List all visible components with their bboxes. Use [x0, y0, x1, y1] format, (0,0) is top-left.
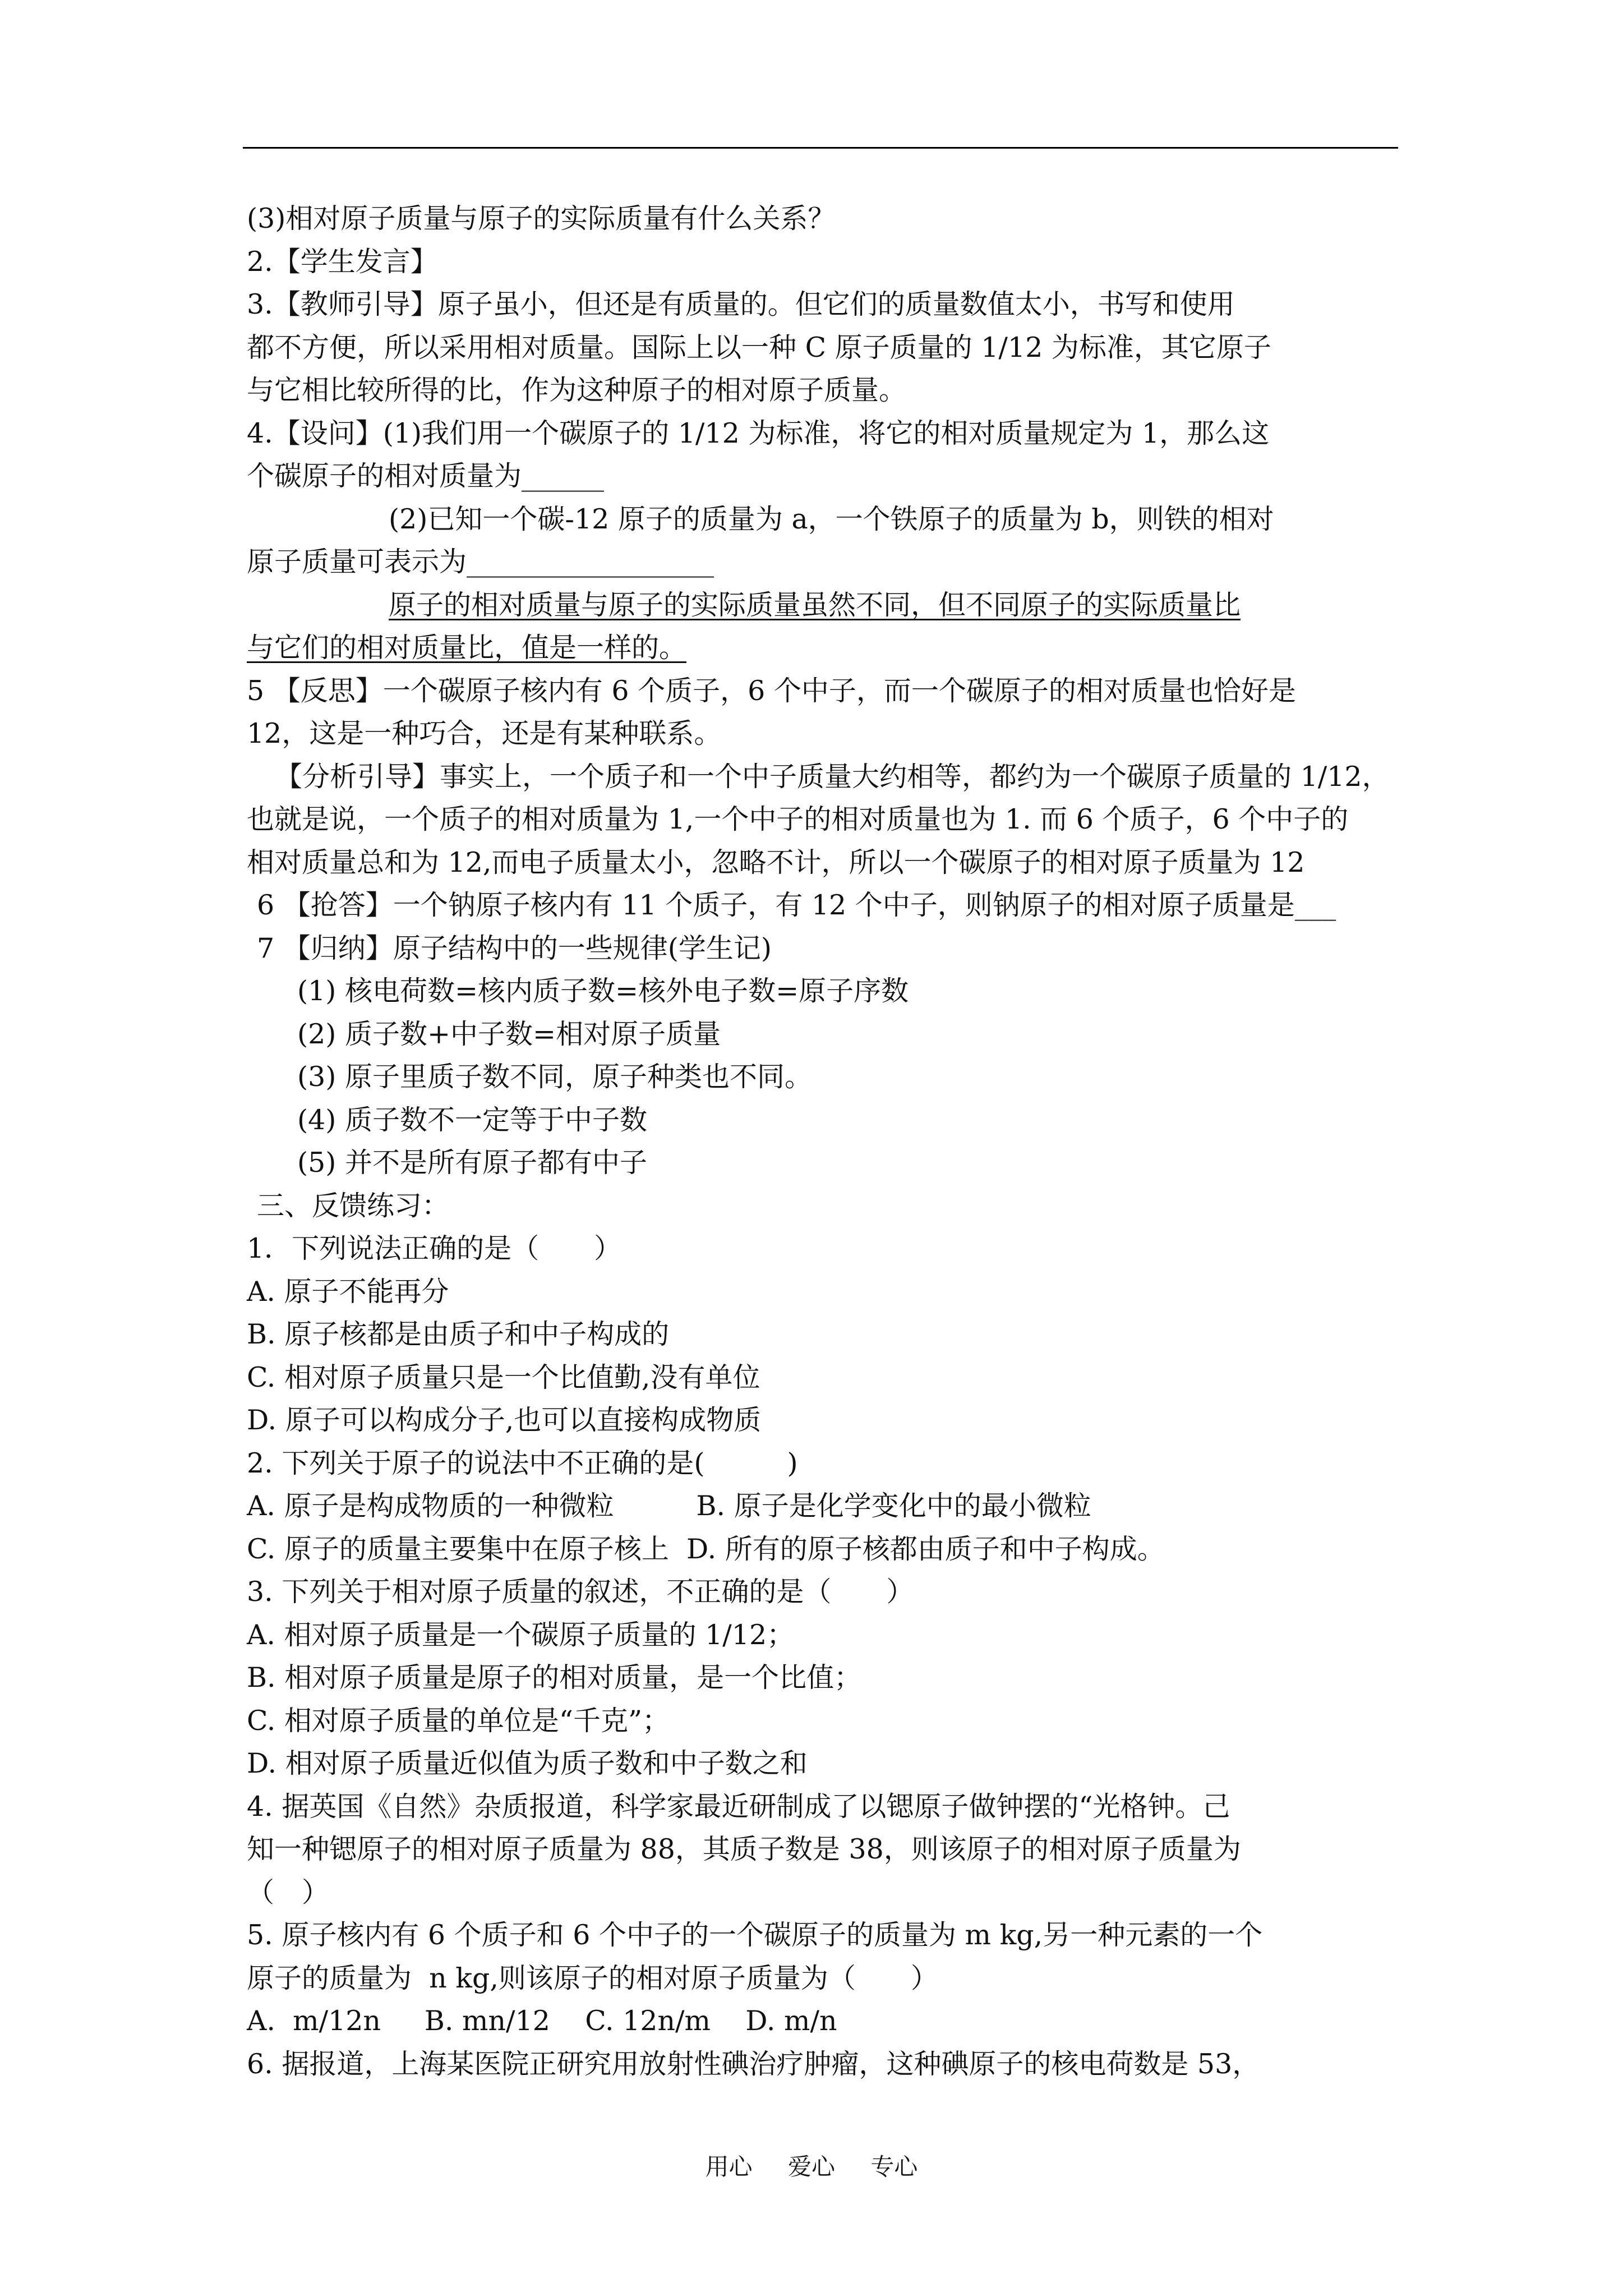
- question-text: 3. 下列关于相对原子质量的叙述，不正确的是（ ）: [247, 1576, 914, 1608]
- text-line: 与它相比较所得的比，作为这种原子的相对原子质量。: [247, 374, 907, 406]
- list-item: (3) 原子里质子数不同，原子种类也不同。: [297, 1061, 812, 1093]
- text-line: 也就是说，一个质子的相对质量为 1,一个中子的相对质量也为 1. 而 6 个质子，6 个中子的: [247, 803, 1349, 835]
- text-line: (3)相对原子质量与原子的实际质量有什么关系？: [247, 203, 836, 234]
- option-text: C. 相对原子质量只是一个比值勤,没有单位: [247, 1361, 760, 1393]
- text-line: 4.【设问】(1)我们用一个碳原子的 1/12 为标准，将它的相对质量规定为 1，那么这: [247, 417, 1270, 449]
- list-item: (4) 质子数不一定等于中子数: [297, 1103, 647, 1136]
- section-heading: 三、反馈练习：: [257, 1189, 450, 1222]
- option-text: C. 相对原子质量的单位是“千克”；: [247, 1704, 670, 1737]
- text-line: 原子质量可表示为__________________: [247, 546, 714, 578]
- text-line: 6 【抢答】一个钠原子核内有 11 个质子，有 12 个中子，则钠原子的相对原子质量是___: [257, 889, 1336, 921]
- question-text: 知一种锶原子的相对原子质量为 88，其质子数是 38，则该原子的相对原子质量为: [247, 1833, 1241, 1865]
- question-text: （ ）: [247, 1876, 330, 1908]
- text-line: 5 【反思】一个碳原子核内有 6 个质子，6 个中子，而一个碳原子的相对质量也恰好是: [247, 674, 1296, 707]
- option-text: A. 相对原子质量是一个碳原子质量的 1/12；: [247, 1618, 795, 1651]
- text-line: 3.【教师引导】原子虽小，但还是有质量的。但它们的质量数值太小，书写和使用: [247, 288, 1235, 320]
- option-text: A. m/12n B. mn/12 C. 12n/m D. m/n: [247, 2005, 837, 2037]
- list-item: (5) 并不是所有原子都有中子: [297, 1147, 647, 1179]
- question-text: 原子的质量为 n kg,则该原子的相对原子质量为（ ）: [247, 1962, 938, 1994]
- text-line: 7 【归纳】原子结构中的一些规律(学生记): [257, 932, 772, 964]
- list-item: (2) 质子数+中子数=相对原子质量: [297, 1018, 721, 1050]
- underlined-line: [247, 627, 1402, 670]
- option-text: C. 原子的质量主要集中在原子核上 D. 所有的原子核都由质子和中子构成。: [247, 1533, 1165, 1565]
- text-line: (2)已知一个碳-12 原子的质量为 a，一个铁原子的质量为 b，则铁的相对: [389, 503, 1274, 535]
- option-text: B. 相对原子质量是原子的相对质量，是一个比值；: [247, 1662, 862, 1694]
- option-text: B. 原子核都是由质子和中子构成的: [247, 1318, 670, 1350]
- question-text: 1．下列说法正确的是（ ）: [247, 1232, 622, 1264]
- document-body: [247, 197, 1402, 2086]
- text-line: 12，这是一种巧合，还是有某种联系。: [247, 717, 722, 749]
- text-line: 2.【学生发言】: [247, 245, 438, 278]
- text-line: 【分析引导】事实上，一个质子和一个中子质量大约相等，都约为一个碳原子质量的 1/12，: [275, 760, 1390, 793]
- underlined-text: 原子的相对质量与原子的实际质量虽然不同，但不同原子的实际质量比: [389, 588, 1241, 621]
- option-text: A. 原子是构成物质的一种微粒 B. 原子是化学变化中的最小微粒: [247, 1490, 1091, 1522]
- option-text: A. 原子不能再分: [247, 1275, 449, 1308]
- text-line: 相对质量总和为 12,而电子质量太小，忽略不计，所以一个碳原子的相对原子质量为 12: [247, 846, 1305, 878]
- list-item: (1) 核电荷数=核内质子数=核外电子数=原子序数: [297, 975, 909, 1007]
- text-line: 都不方便，所以采用相对质量。国际上以一种 C 原子质量的 1/12 为标准，其它原子: [247, 331, 1271, 364]
- underlined-line: [247, 584, 1402, 627]
- header-rule: [243, 147, 1398, 149]
- question-text: 4. 据英国《自然》杂质报道，科学家最近研制成了以锶原子做钟摆的“光格钟。己: [247, 1790, 1230, 1823]
- question-text: 6. 据报道，上海某医院正研究用放射性碘治疗肿瘤，这种碘原子的核电荷数是 53，: [247, 2047, 1260, 2080]
- option-text: D. 原子可以构成分子,也可以直接构成物质: [247, 1404, 762, 1436]
- page-footer: 用心 爱心 专心: [705, 2153, 918, 2180]
- option-text: D. 相对原子质量近似值为质子数和中子数之和: [247, 1747, 808, 1779]
- question-text: 2. 下列关于原子的说法中不正确的是( ): [247, 1447, 798, 1479]
- underlined-text: 与它们的相对质量比，值是一样的。: [247, 632, 687, 664]
- question-text: 5. 原子核内有 6 个质子和 6 个中子的一个碳原子的质量为 m kg,另一种元素的一个: [247, 1919, 1263, 1951]
- text-line: 个碳原子的相对质量为______: [247, 460, 605, 492]
